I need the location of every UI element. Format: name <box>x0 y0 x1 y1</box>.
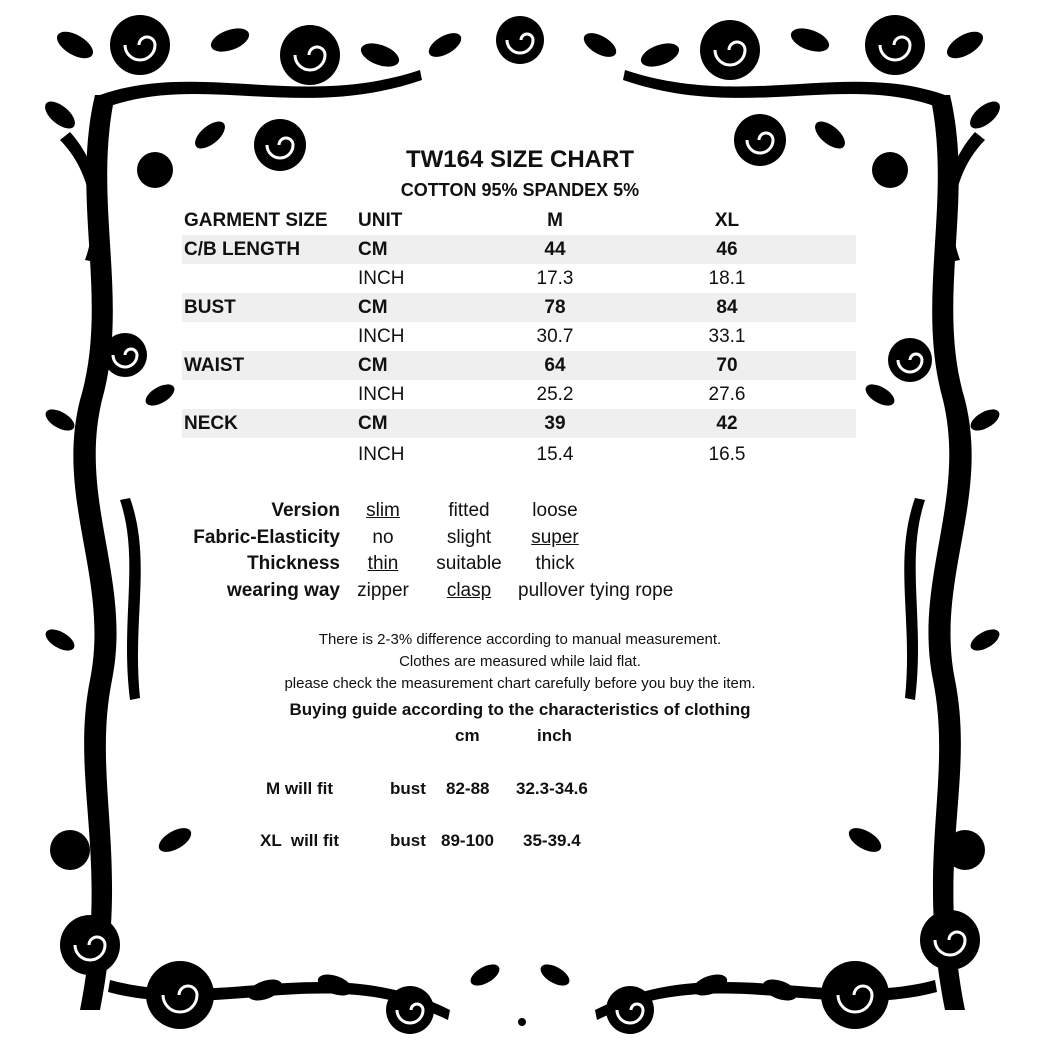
option-no: no <box>372 527 394 548</box>
note-line: Clothes are measured while laid flat. <box>399 653 641 670</box>
table-row <box>182 264 856 293</box>
note-line: please check the measurement chart carefully before you buy the item. <box>284 675 756 692</box>
material-composition: COTTON 95% SPANDEX 5% <box>400 180 640 200</box>
row-m-value: 25.2 <box>536 384 574 405</box>
row-unit: INCH <box>358 444 405 465</box>
row-measure: WAIST <box>184 355 245 376</box>
row-m-value: 64 <box>544 355 566 376</box>
attr-label-version: Version <box>271 500 340 521</box>
attr-label-wearing-way: wearing way <box>227 580 340 601</box>
buying-guide-title: Buying guide according to the characteristics of clothing <box>289 700 751 719</box>
option-slight: slight <box>446 527 492 548</box>
option-fitted: fitted <box>448 500 490 521</box>
table-row <box>182 351 856 380</box>
size-table <box>182 206 856 471</box>
option-super: super <box>531 527 579 548</box>
row-unit: INCH <box>358 326 405 347</box>
row-unit: CM <box>358 355 388 376</box>
guide-unit-cm: cm <box>455 726 480 745</box>
page-title: TW164 SIZE CHART <box>405 146 635 173</box>
header-size-xl: XL <box>714 210 740 231</box>
row-measure: NECK <box>184 413 238 434</box>
table-row <box>182 235 856 264</box>
guide-inch-range: 32.3-34.6 <box>516 779 588 798</box>
header-garment-size: GARMENT SIZE <box>184 210 328 231</box>
row-xl-value: 70 <box>716 355 738 376</box>
row-unit: INCH <box>358 384 405 405</box>
option-thin: thin <box>367 553 399 574</box>
row-m-value: 17.3 <box>536 268 574 289</box>
row-m-value: 15.4 <box>536 444 574 465</box>
guide-cm-range: 82-88 <box>446 779 490 798</box>
table-row <box>182 293 856 322</box>
row-m-value: 78 <box>544 297 566 318</box>
option-pullover-tying-rope: pullover tying rope <box>518 580 674 601</box>
table-row <box>182 380 856 409</box>
row-xl-value: 46 <box>716 239 738 260</box>
note-line: There is 2-3% difference according to manual measurement. <box>318 631 722 648</box>
row-xl-value: 84 <box>716 297 738 318</box>
table-row <box>182 409 856 438</box>
row-m-value: 44 <box>544 239 566 260</box>
row-xl-value: 16.5 <box>708 444 746 465</box>
guide-inch-range: 35-39.4 <box>523 831 581 850</box>
row-unit: INCH <box>358 268 405 289</box>
table-row <box>182 322 856 351</box>
table-row <box>182 438 856 471</box>
table-header <box>182 206 856 235</box>
row-xl-value: 42 <box>716 413 738 434</box>
guide-cm-range: 89-100 <box>441 831 494 850</box>
guide-unit-inch: inch <box>537 726 572 745</box>
header-unit: UNIT <box>358 210 403 231</box>
option-slim: slim <box>366 500 400 521</box>
option-clasp: clasp <box>446 580 492 601</box>
attr-label-elasticity: Fabric-Elasticity <box>193 527 340 548</box>
guide-size-label: XL will fit <box>260 831 340 850</box>
row-xl-value: 27.6 <box>708 384 746 405</box>
guide-part: bust <box>390 779 426 798</box>
row-measure: BUST <box>184 297 236 318</box>
row-m-value: 30.7 <box>536 326 574 347</box>
option-thick: thick <box>535 553 575 574</box>
option-suitable: suitable <box>436 553 502 574</box>
row-unit: CM <box>358 239 388 260</box>
guide-size-label: M will fit <box>266 779 334 798</box>
row-xl-value: 18.1 <box>708 268 746 289</box>
row-measure: C/B LENGTH <box>184 239 301 260</box>
attr-label-thickness: Thickness <box>247 553 340 574</box>
row-m-value: 39 <box>544 413 566 434</box>
option-zipper: zipper <box>357 580 409 601</box>
header-size-m: M <box>547 210 563 231</box>
row-xl-value: 33.1 <box>708 326 746 347</box>
row-unit: CM <box>358 297 388 318</box>
row-unit: CM <box>358 413 388 434</box>
guide-part: bust <box>390 831 426 850</box>
option-loose: loose <box>532 500 578 521</box>
